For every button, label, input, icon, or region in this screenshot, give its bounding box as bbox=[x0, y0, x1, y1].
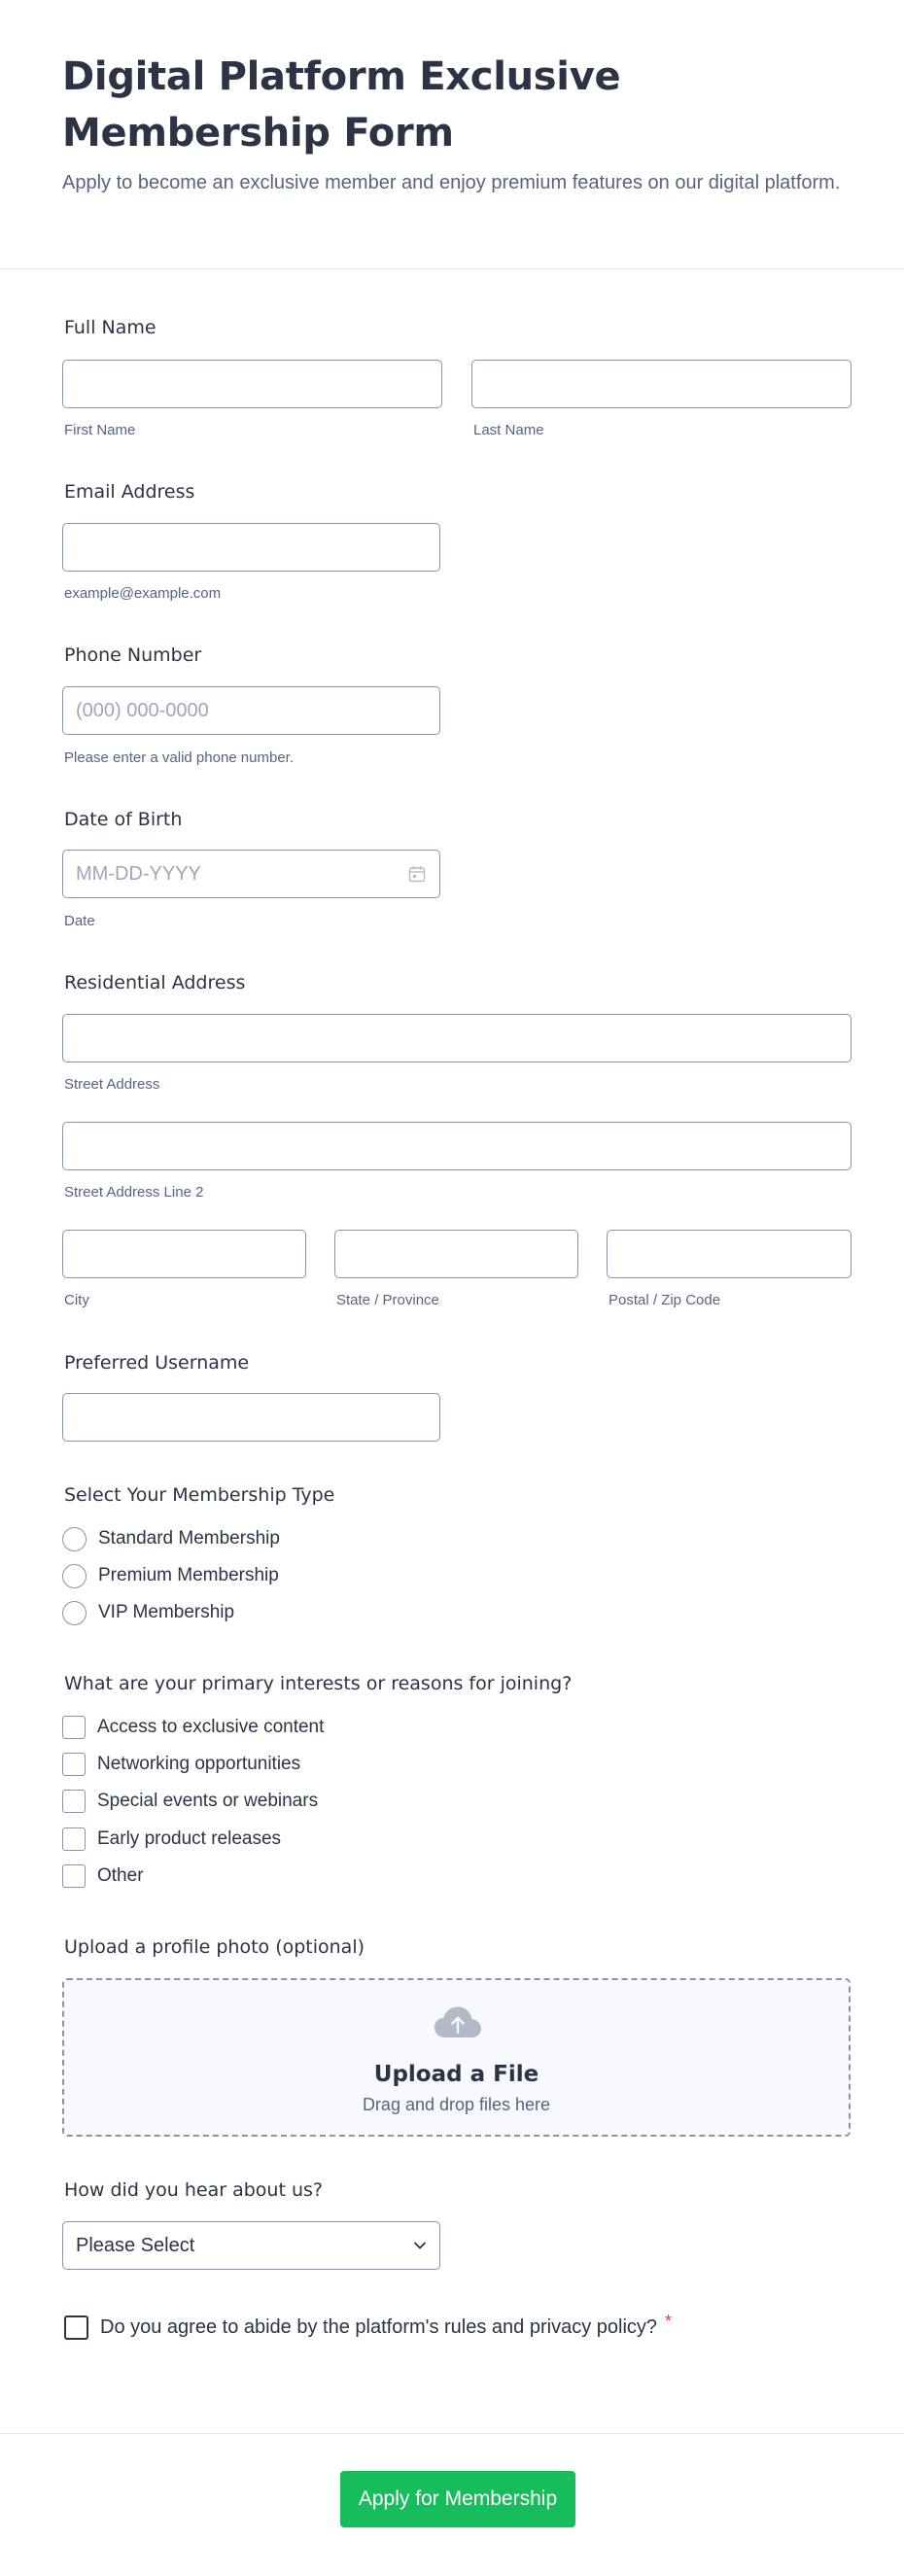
upload-label: Upload a profile photo (optional) bbox=[64, 1936, 365, 1958]
first-name-input[interactable] bbox=[62, 360, 442, 408]
option-label: Early product releases bbox=[97, 1828, 282, 1849]
option-label: VIP Membership bbox=[98, 1602, 235, 1622]
username-label: Preferred Username bbox=[64, 1352, 250, 1374]
checkbox[interactable] bbox=[62, 1716, 86, 1739]
address-label: Residential Address bbox=[64, 972, 246, 993]
street-address-line2-input[interactable] bbox=[62, 1122, 852, 1170]
apply-button[interactable]: Apply for Membership bbox=[340, 2471, 575, 2527]
option-label: Standard Membership bbox=[98, 1528, 280, 1549]
interest-option-events[interactable] bbox=[62, 1789, 318, 1814]
referral-label: How did you hear about us? bbox=[64, 2179, 323, 2201]
street-address-input[interactable] bbox=[62, 1014, 852, 1062]
street-address-line2-sublabel: Street Address Line 2 bbox=[64, 1184, 204, 1201]
page-subtitle: Apply to become an exclusive member and enjoy premium features on our digital platform. bbox=[62, 172, 841, 193]
page-title: Digital Platform Exclusive Membership Form bbox=[62, 54, 621, 156]
membership-option-standard[interactable] bbox=[62, 1526, 280, 1551]
form-footer bbox=[0, 2433, 904, 2576]
checkbox[interactable] bbox=[62, 1753, 86, 1776]
checkbox[interactable] bbox=[62, 1828, 86, 1851]
full-name-label: Full Name bbox=[64, 317, 156, 338]
street-address-sublabel: Street Address bbox=[64, 1076, 160, 1093]
cloud-upload-icon bbox=[434, 2005, 482, 2040]
calendar-icon[interactable] bbox=[408, 865, 426, 883]
interest-option-networking[interactable] bbox=[62, 1752, 300, 1777]
option-label: Access to exclusive content bbox=[97, 1717, 325, 1737]
last-name-sublabel: Last Name bbox=[473, 422, 544, 438]
phone-input[interactable] bbox=[62, 686, 440, 735]
username-input[interactable] bbox=[62, 1393, 440, 1442]
upload-subtitle: Drag and drop files here bbox=[362, 2095, 551, 2114]
interest-option-exclusive-content[interactable] bbox=[62, 1715, 324, 1740]
interest-option-other[interactable] bbox=[62, 1863, 144, 1889]
city-sublabel: City bbox=[64, 1292, 89, 1308]
postal-code-input[interactable] bbox=[607, 1230, 852, 1278]
checkbox[interactable] bbox=[62, 1790, 86, 1813]
option-label: Premium Membership bbox=[98, 1565, 279, 1585]
referral-select[interactable] bbox=[62, 2221, 440, 2270]
radio-button[interactable] bbox=[62, 1527, 87, 1551]
agreement-text: Do you agree to abide by the platform's rules and privacy policy? bbox=[100, 2316, 658, 2338]
required-mark: * bbox=[665, 2312, 673, 2331]
phone-label: Phone Number bbox=[64, 644, 202, 666]
referral-selected-value: Please Select bbox=[76, 2234, 195, 2256]
membership-option-vip[interactable] bbox=[62, 1600, 234, 1625]
form-header bbox=[0, 0, 904, 269]
interests-label: What are your primary interests or reasons for joining? bbox=[64, 1673, 573, 1694]
upload-title: Upload a File bbox=[373, 2062, 539, 2087]
chevron-down-icon bbox=[413, 2241, 427, 2250]
membership-option-premium[interactable] bbox=[62, 1563, 279, 1588]
first-name-sublabel: First Name bbox=[64, 422, 136, 438]
phone-sublabel: Please enter a valid phone number. bbox=[64, 749, 294, 766]
dob-sublabel: Date bbox=[64, 913, 95, 929]
postal-code-sublabel: Postal / Zip Code bbox=[608, 1292, 721, 1308]
option-label: Special events or webinars bbox=[97, 1791, 319, 1811]
checkbox[interactable] bbox=[62, 1864, 86, 1888]
file-upload-dropzone[interactable] bbox=[62, 1978, 851, 2137]
last-name-input[interactable] bbox=[471, 360, 852, 408]
state-sublabel: State / Province bbox=[336, 1292, 439, 1308]
agreement-checkbox[interactable] bbox=[64, 2315, 88, 2340]
agreement-row[interactable] bbox=[64, 2312, 673, 2340]
dob-label: Date of Birth bbox=[64, 809, 183, 830]
option-label: Other bbox=[97, 1865, 144, 1886]
radio-button[interactable] bbox=[62, 1601, 87, 1625]
email-input[interactable] bbox=[62, 523, 440, 572]
option-label: Networking opportunities bbox=[97, 1754, 301, 1774]
membership-label: Select Your Membership Type bbox=[64, 1484, 335, 1506]
email-label: Email Address bbox=[64, 481, 195, 503]
state-input[interactable] bbox=[334, 1230, 578, 1278]
city-input[interactable] bbox=[62, 1230, 306, 1278]
radio-button[interactable] bbox=[62, 1564, 87, 1588]
dob-input[interactable] bbox=[62, 850, 440, 898]
email-sublabel: example@example.com bbox=[64, 585, 222, 602]
interest-option-early-releases[interactable] bbox=[62, 1827, 281, 1852]
